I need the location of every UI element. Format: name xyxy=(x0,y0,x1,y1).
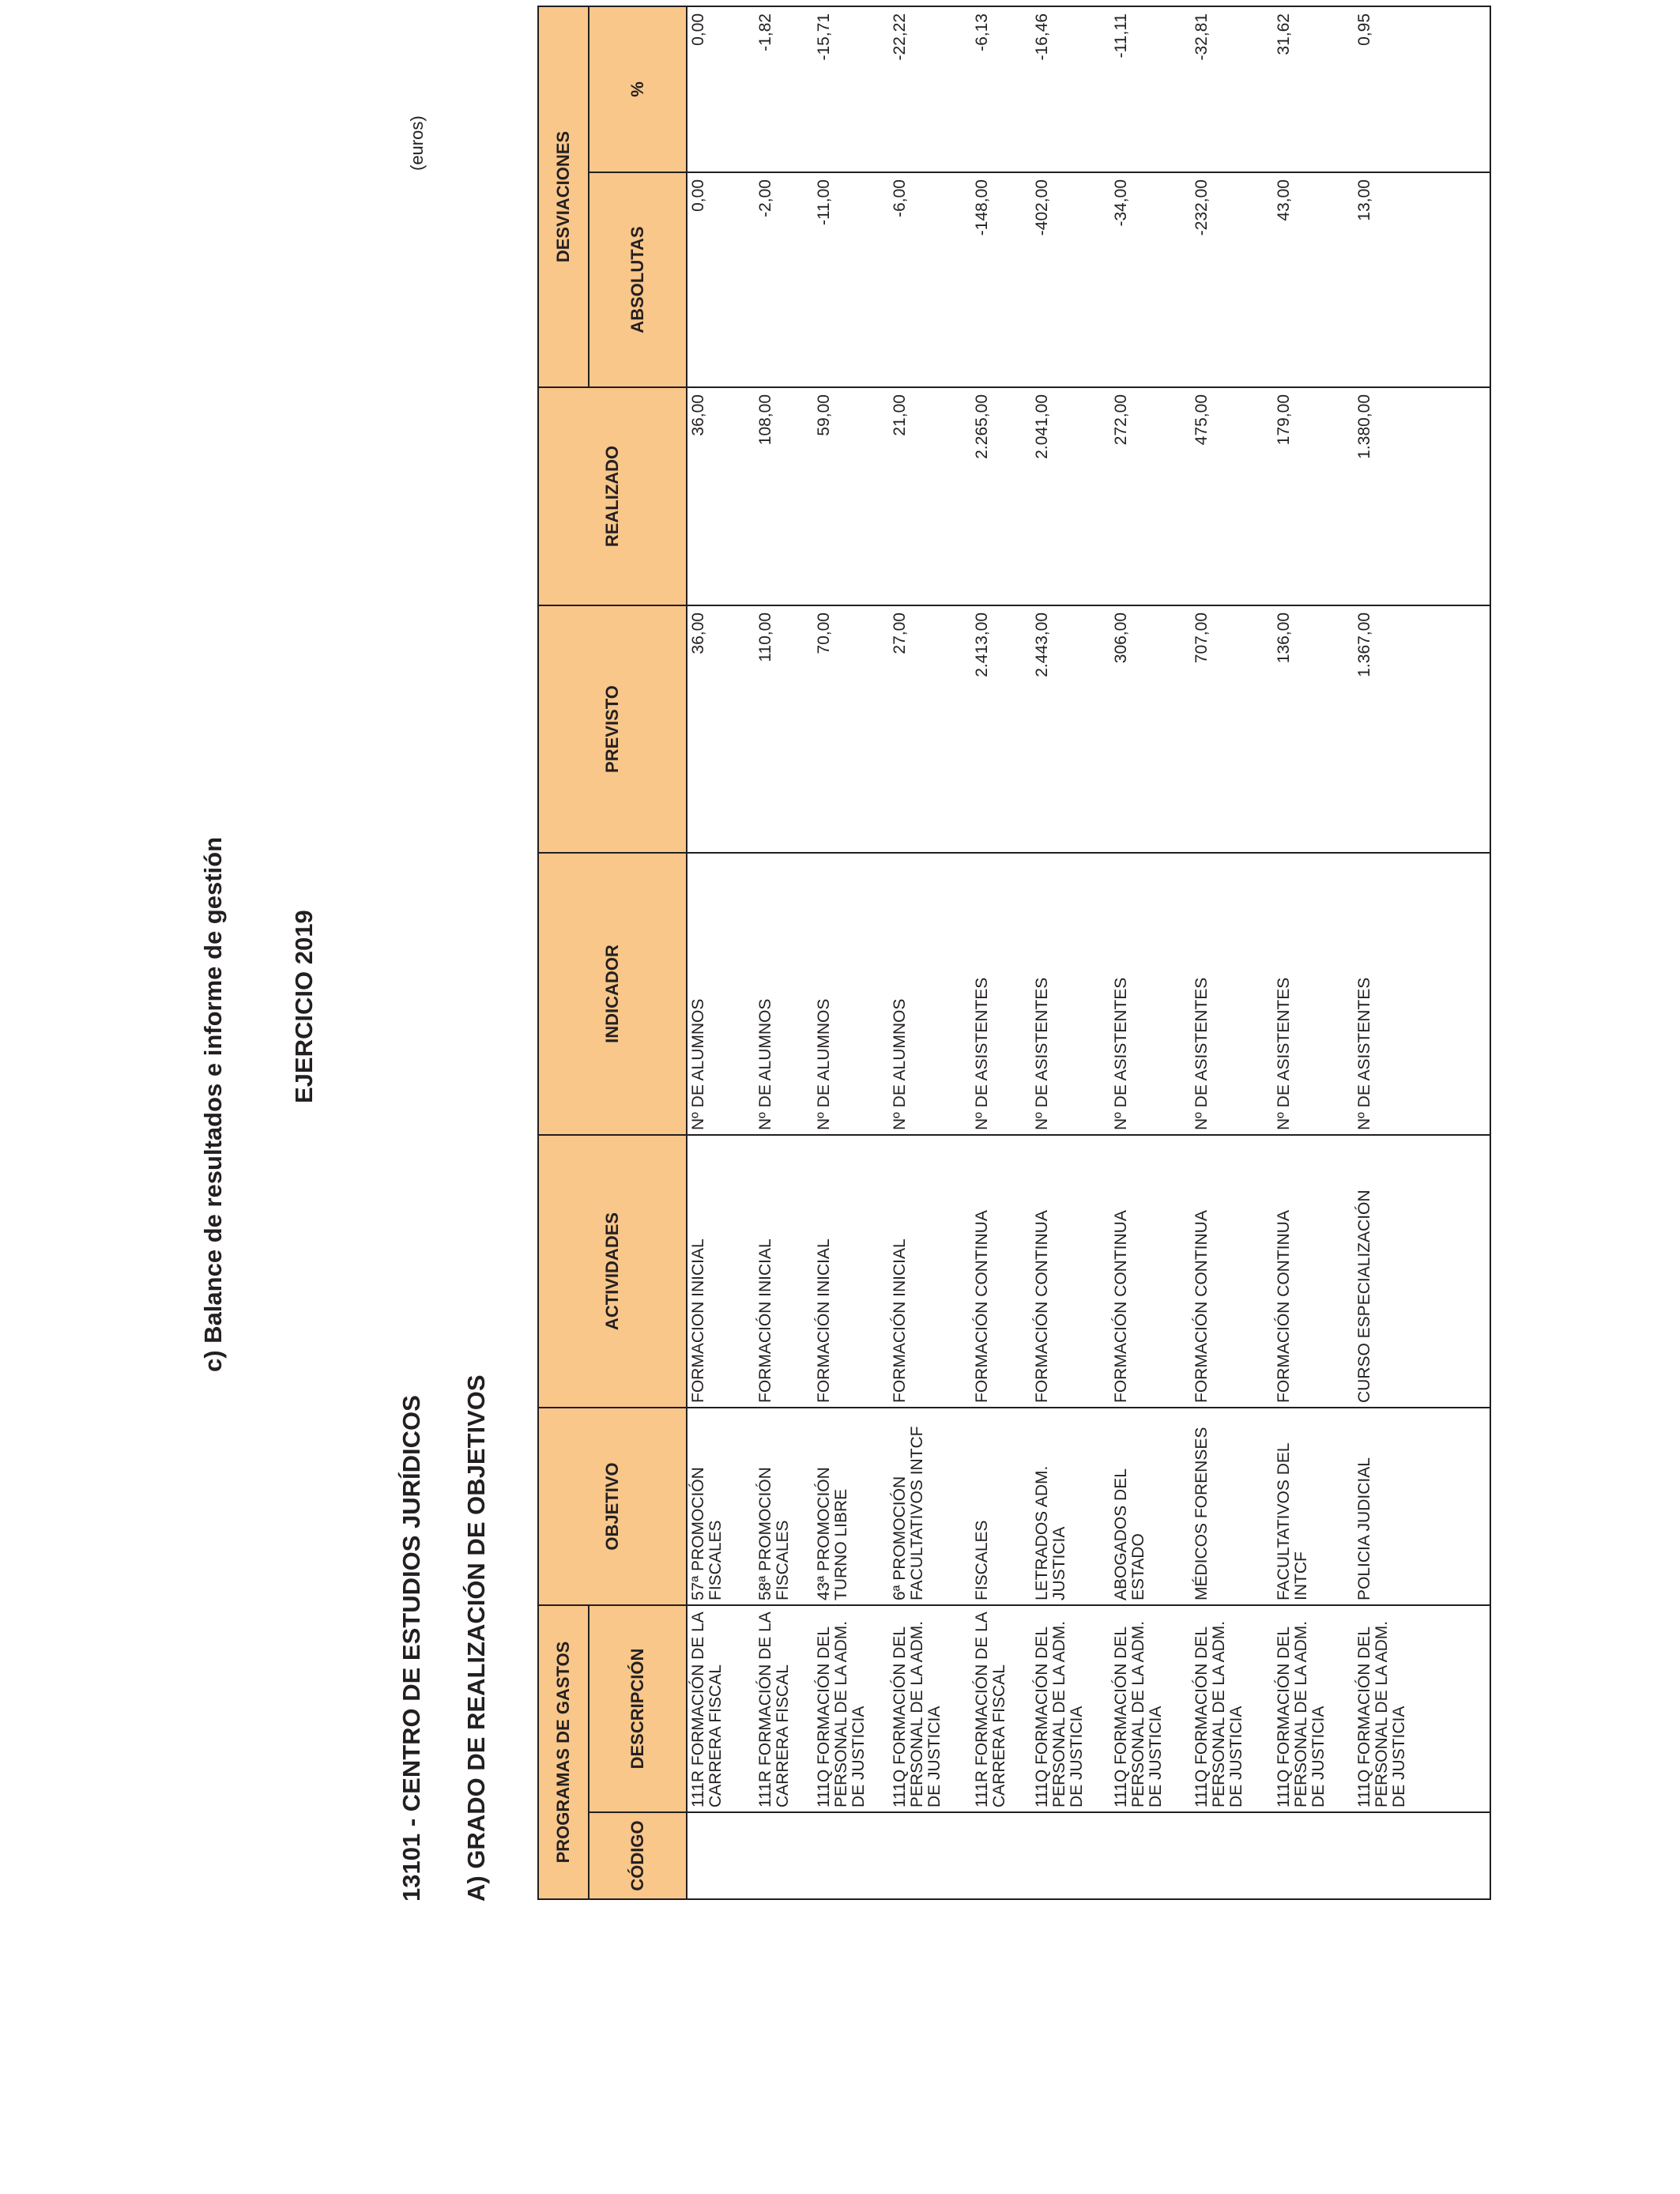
cell-descripcion: 111Q FORMACIÓN DEL PERSONAL DE LA ADM. DE JUSTICIA xyxy=(813,1605,889,1812)
cell-actividades: FORMACIÓN INICIAL xyxy=(889,1135,971,1408)
cell-objetivo: FACULTATIVOS DEL INTCF xyxy=(1273,1408,1354,1605)
cell-absolutas: -402,00 xyxy=(1031,172,1110,387)
cell-previsto: 136,00 xyxy=(1273,605,1354,853)
cell-objetivo: POLICIA JUDICIAL xyxy=(1354,1408,1490,1605)
cell-actividades: FORMACIÓN CONTINUA xyxy=(971,1135,1031,1408)
cell-realizado: 108,00 xyxy=(755,387,813,605)
table-group-header-row xyxy=(538,6,589,1899)
cell-objetivo: MÉDICOS FORENSES xyxy=(1191,1408,1273,1605)
table-row xyxy=(971,6,1031,1899)
cell-actividades: FORMACIÓN CONTINUA xyxy=(1191,1135,1273,1408)
cell-actividades: FORMACIÓN CONTINUA xyxy=(1110,1135,1191,1408)
cell-codigo xyxy=(971,1812,1031,1899)
cell-absolutas: -232,00 xyxy=(1191,172,1273,387)
cell-absolutas: -6,00 xyxy=(889,172,971,387)
col-header-porcentaje: % xyxy=(589,6,687,172)
cell-actividades: FORMACION INICIAL xyxy=(687,1135,755,1408)
cell-objetivo: 57ª PROMOCIÓN FISCALES xyxy=(687,1408,755,1605)
cell-objetivo: LETRADOS ADM. JUSTICIA xyxy=(1031,1408,1110,1605)
units-label: (euros) xyxy=(407,115,427,171)
table-row xyxy=(1031,6,1110,1899)
cell-previsto: 27,00 xyxy=(889,605,971,853)
col-header-absolutas: ABSOLUTAS xyxy=(589,172,687,387)
cell-codigo xyxy=(1191,1812,1273,1899)
cell-absolutas: -11,00 xyxy=(813,172,889,387)
cell-realizado: 1.380,00 xyxy=(1354,387,1490,605)
cell-descripcion: 111Q FORMACIÓN DEL PERSONAL DE LA ADM. DE JUSTICIA xyxy=(1191,1605,1273,1812)
cell-objetivo: 6ª PROMOCIÓN FACULTATIVOS INTCF xyxy=(889,1408,971,1605)
cell-actividades: FORMACIÓN INICIAL xyxy=(755,1135,813,1408)
objectives-table xyxy=(537,6,1491,1900)
col-header-actividades: ACTIVIDADES xyxy=(538,1135,687,1408)
cell-realizado: 59,00 xyxy=(813,387,889,605)
exercise-title: EJERCICIO 2019 xyxy=(290,910,318,1103)
cell-previsto: 707,00 xyxy=(1191,605,1273,853)
cell-codigo xyxy=(1110,1812,1191,1899)
group-header-programas: PROGRAMAS DE GASTOS xyxy=(538,1605,589,1899)
cell-absolutas: 43,00 xyxy=(1273,172,1354,387)
cell-realizado: 2.041,00 xyxy=(1031,387,1110,605)
col-header-realizado: REALIZADO xyxy=(538,387,687,605)
cell-porcentaje: -15,71 xyxy=(813,6,889,172)
table-row xyxy=(1191,6,1273,1899)
table-row xyxy=(1273,6,1354,1899)
cell-realizado: 475,00 xyxy=(1191,387,1273,605)
cell-previsto: 2.413,00 xyxy=(971,605,1031,853)
cell-absolutas: -34,00 xyxy=(1110,172,1191,387)
cell-previsto: 36,00 xyxy=(687,605,755,853)
cell-previsto: 70,00 xyxy=(813,605,889,853)
cell-previsto: 2.443,00 xyxy=(1031,605,1110,853)
cell-indicador: Nº DE ALUMNOS xyxy=(813,853,889,1135)
cell-objetivo: ABOGADOS DEL ESTADO xyxy=(1110,1408,1191,1605)
cell-codigo xyxy=(813,1812,889,1899)
cell-porcentaje: -32,81 xyxy=(1191,6,1273,172)
cell-previsto: 1.367,00 xyxy=(1354,605,1490,853)
table-row xyxy=(755,6,813,1899)
cell-actividades: FORMACIÓN INICIAL xyxy=(813,1135,889,1408)
cell-indicador: Nº DE ALUMNOS xyxy=(755,853,813,1135)
col-header-objetivo: OBJETIVO xyxy=(538,1408,687,1605)
cell-codigo xyxy=(1031,1812,1110,1899)
cell-descripcion: 111R FORMACIÓN DE LA CARRERA FISCAL xyxy=(971,1605,1031,1812)
cell-descripcion: 111Q FORMACIÓN DEL PERSONAL DE LA ADM. DE JUSTICIA xyxy=(1110,1605,1191,1812)
cell-descripcion: 111Q FORMACIÓN DEL PERSONAL DE LA ADM. DE JUSTICIA xyxy=(1273,1605,1354,1812)
table-row xyxy=(889,6,971,1899)
cell-absolutas: 0,00 xyxy=(687,172,755,387)
table-row xyxy=(687,6,755,1899)
cell-descripcion: 111R FORMACIÓN DE LA CARRERA FISCAL xyxy=(687,1605,755,1812)
cell-porcentaje: -11,11 xyxy=(1110,6,1191,172)
col-header-previsto: PREVISTO xyxy=(538,605,687,853)
section-heading: A) GRADO DE REALIZACIÓN DE OBJETIVOS xyxy=(462,1374,490,1902)
cell-realizado: 272,00 xyxy=(1110,387,1191,605)
cell-absolutas: 13,00 xyxy=(1354,172,1490,387)
cell-porcentaje: -22,22 xyxy=(889,6,971,172)
cell-porcentaje: 0,95 xyxy=(1354,6,1490,172)
cell-realizado: 179,00 xyxy=(1273,387,1354,605)
table-row xyxy=(1354,6,1490,1899)
cell-absolutas: -148,00 xyxy=(971,172,1031,387)
cell-porcentaje: -1,82 xyxy=(755,6,813,172)
cell-absolutas: -2,00 xyxy=(755,172,813,387)
col-header-descripcion: DESCRIPCIÓN xyxy=(589,1605,687,1812)
cell-indicador: Nº DE ASISTENTES xyxy=(971,853,1031,1135)
cell-realizado: 21,00 xyxy=(889,387,971,605)
cell-codigo xyxy=(889,1812,971,1899)
cell-previsto: 110,00 xyxy=(755,605,813,853)
cell-descripcion: 111Q FORMACIÓN DEL PERSONAL DE LA ADM. DE JUSTICIA xyxy=(1354,1605,1490,1812)
cell-porcentaje: -6,13 xyxy=(971,6,1031,172)
cell-porcentaje: 0,00 xyxy=(687,6,755,172)
cell-indicador: Nº DE ASISTENTES xyxy=(1110,853,1191,1135)
table-row xyxy=(1110,6,1191,1899)
cell-descripcion: 111Q FORMACIÓN DEL PERSONAL DE LA ADM. DE JUSTICIA xyxy=(889,1605,971,1812)
cell-realizado: 36,00 xyxy=(687,387,755,605)
organism-heading: 13101 - CENTRO DE ESTUDIOS JURÍDICOS xyxy=(397,1395,425,1902)
cell-actividades: FORMACIÓN CONTINUA xyxy=(1031,1135,1110,1408)
cell-objetivo: FISCALES xyxy=(971,1408,1031,1605)
cell-previsto: 306,00 xyxy=(1110,605,1191,853)
cell-indicador: Nº DE ASISTENTES xyxy=(1031,853,1110,1135)
cell-indicador: Nº DE ALUMNOS xyxy=(889,853,971,1135)
cell-realizado: 2.265,00 xyxy=(971,387,1031,605)
cell-codigo xyxy=(755,1812,813,1899)
cell-porcentaje: -16,46 xyxy=(1031,6,1110,172)
cell-objetivo: 43ª PROMOCIÓN TURNO LIBRE xyxy=(813,1408,889,1605)
document-title: c) Balance de resultados e informe de gestión xyxy=(199,836,227,1372)
cell-indicador: Nº DE ASISTENTES xyxy=(1191,853,1273,1135)
cell-actividades: CURSO ESPECIALIZACIÓN xyxy=(1354,1135,1490,1408)
cell-codigo xyxy=(1354,1812,1490,1899)
cell-indicador: Nº DE ASISTENTES xyxy=(1273,853,1354,1135)
table-row xyxy=(813,6,889,1899)
col-header-codigo: CÓDIGO xyxy=(589,1812,687,1899)
cell-actividades: FORMACIÓN CONTINUA xyxy=(1273,1135,1354,1408)
cell-codigo xyxy=(687,1812,755,1899)
cell-descripcion: 111Q FORMACIÓN DEL PERSONAL DE LA ADM. DE JUSTICIA xyxy=(1031,1605,1110,1812)
col-header-indicador: INDICADOR xyxy=(538,853,687,1135)
cell-objetivo: 58ª PROMOCIÓN FISCALES xyxy=(755,1408,813,1605)
group-header-desviaciones: DESVIACIONES xyxy=(538,6,589,387)
cell-indicador: Nº DE ASISTENTES xyxy=(1354,853,1490,1135)
cell-indicador: Nº DE ALUMNOS xyxy=(687,853,755,1135)
cell-descripcion: 111R FORMACIÓN DE LA CARRERA FISCAL xyxy=(755,1605,813,1812)
cell-codigo xyxy=(1273,1812,1354,1899)
cell-porcentaje: 31,62 xyxy=(1273,6,1354,172)
